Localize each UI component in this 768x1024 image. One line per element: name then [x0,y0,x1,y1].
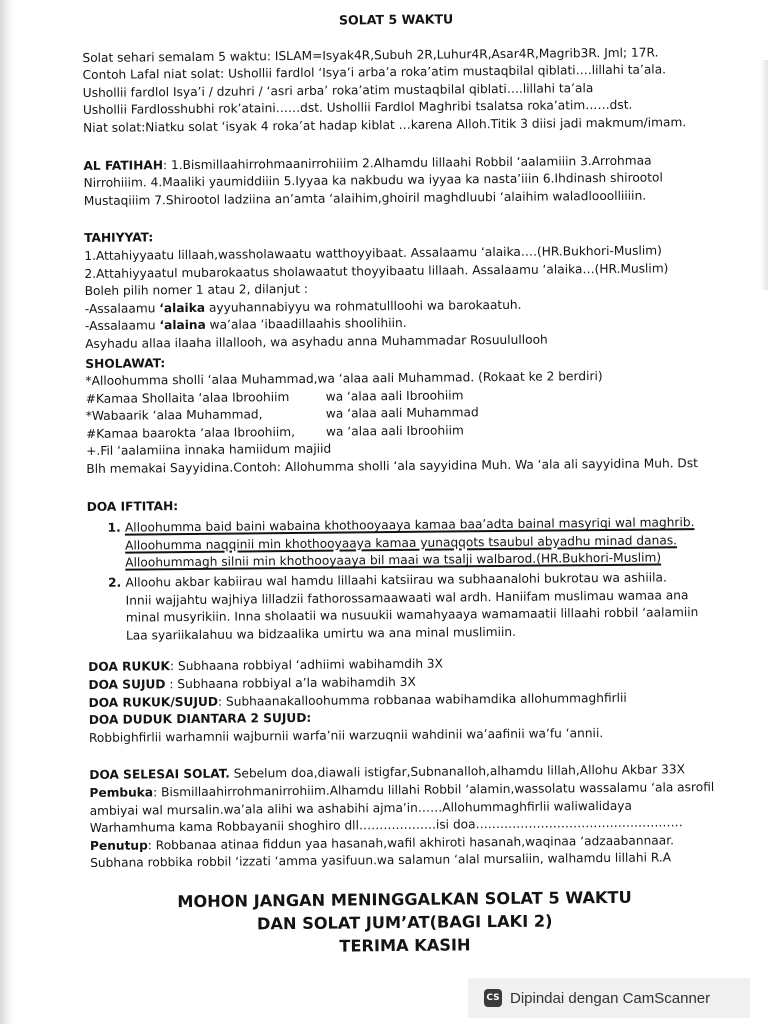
salam-rest: ayyuhannabiyyu wa rohmatullloohi wa barokaatuh. [204,297,522,315]
pembuka-label: Pembuka [89,785,154,800]
salam-bold-word: ‘alaika [159,300,206,315]
intro-line: Solat sehari semalam 5 waktu: ISLAM=Isyak4R,Subuh 2R,Luhur4R,Asar4R,Magrib3R. Jml; 17R. [82,45,659,65]
sholawat-pair-left: #Kamaa Shollaita ‘alaa Ibroohiim [85,389,290,406]
closing-message [90,885,719,960]
iftitah-line: Alloohummagh silnii min khothooyaaya bil maai wa tsalji walbarod.(HR.Bukhori-Muslim) [125,550,662,571]
closing-line: TERIMA KASIH [339,935,471,956]
iftitah-line: Innii wajjahtu wajhiya lilladzii fathorossamaawaati wal ardh. Haniifam muslimau wamaa ana [125,587,689,608]
sholawat-pair-right: wa ‘alaa aali Ibroohiim [325,388,464,404]
doa-selesai-label: DOA SELESAI SOLAT. [89,766,230,783]
doa-label: DOA RUKUK/SUJUD [88,694,219,710]
salam-prefix: -Assalaamu [84,318,160,334]
salam-bold-word: ‘alaina [159,318,206,333]
intro-line: Niat solat:Niatku solat ‘isyak 4 roka’at hadap kiblat …karena Alloh.Titik 3 diisi jadi makmum/imam. [83,115,687,135]
pembuka-paragraph [89,779,717,838]
penutup-label: Penutup [89,838,148,853]
doa-selesai-text: Sebelum doa,diawali istigfar,Subnanalloh,alhamdu lillah,Allohu Akbar 33X [229,762,686,781]
doa-text: : Subhaana robbiyal ‘adhiimi wabihamdih 3X [169,656,444,674]
sholawat-pair-right: wa ‘alaa aali Ibroohiim [325,423,464,439]
doa-duduk-text: Robbighfirlii warhamnii wajburnii warfa’nii warzuqnii wahdinii wa’aafinii wa’fu ‘annii. [88,725,604,745]
doa-gerakan-section [88,653,717,747]
doa-label: DOA SUJUD [88,677,166,692]
doa-text: : Subhaanakalloohumma robbanaa wabihamdika allohummaghfirlii [217,690,627,709]
doa-label: DOA RUKUK [88,659,171,675]
sholawat-pair-left: *Wabaarik ‘alaa Muhammad, [85,407,263,424]
sholawat-pair-right: wa ‘alaa aali Muhammad [325,405,479,421]
iftitah-section [87,493,716,646]
pembuka-text: : Bismillaahirrohmanirrohiim.Alhamdu lillahi Robbil ‘alamin,wassolatu wassalamu ‘ala asrofil ambiyai wal mursalin.wa’ala alihi wa ashabihi ajma’in……Allohummaghfirlii waliwalidaya Warhamhuma kama Robbayanii shoghiro dll……………….isi doa…………………………………………… [89,779,715,836]
iftitah-item [125,514,715,572]
intro-line: Ushollii fardlol Isya’i / dzuhri / ‘asri arba’ roka’atim mustaqbilal qiblati….lillahi ta’ala [82,80,594,100]
camscanner-watermark [468,978,750,1018]
intro-section [82,44,711,138]
document-title: SOLAT 5 WAKTU [338,11,454,28]
fatihah-section [83,152,711,211]
doa-text: : [306,711,312,726]
closing-line: DAN SOLAT JUM’AT(BAGI LAKI 2) [256,911,553,934]
salam-prefix: -Assalaamu [84,300,160,316]
sholawat-line: Blh memakai Sayyidina.Contoh: Allohumma sholli ‘ala sayyidina Muh. Wa ‘ala ali sayyidina Muh. Dst [86,456,698,477]
sholawat-heading: SHOLAWAT: [85,355,166,371]
fatihah-paragraph [83,152,711,211]
camscanner-logo-icon: CS [484,989,502,1007]
document-page [82,8,719,960]
iftitah-heading: DOA IFTITAH: [86,498,179,514]
iftitah-line: Laa syariikalahuu wa bidzaalika umirtu wa ana minal muslimiin. [125,624,517,643]
iftitah-list [87,514,716,645]
sholawat-line: +.Fil ‘aalamiina innaka hamiidum majiid [86,442,332,459]
fatihah-text: : 1.Bismillaahirrohmaanirrohiiim 2.Alhamdu lillaahi Robbil ‘aalamiiin 3.Arrohmaa Nirrohiiim. 4.Maaliki yaumiddiiin 5.Iyyaa ka nakbudu wa iyyaa ka nasta’iiin 6.Ihdinash shirootol Mustaqiiim 7.Shirootol ladziina an’amta ‘alaihim,ghoiril maghdluubi ‘alaihim waladlooolliiiin. [83,153,663,208]
penutup-text: : Robbanaa atinaa fiddun yaa hasanah,wafil akhiroti hasanah,waqinaa ‘adzaabannaar. Subhana robbika robbil ‘izzati ‘amma yasifuun.wa salamun ‘alal mursaliin, walhamdu lillahi R.A [90,833,675,871]
doa-label: DOA DUDUK DIANTARA 2 SUJUD [88,711,307,728]
iftitah-item [125,569,716,645]
iftitah-line: Alloohu akbar kabiirau wal hamdu lillaahi katsiirau wa subhaanalohi bukrotau wa ashiila. [125,570,667,590]
tahiyyat-line: 2.Attahiyyaatul mubarokaatus sholawaatut thoyyibaatu lillaah. Assalaamu ‘alaika…(HR.Muslim) [84,260,669,281]
iftitah-line: minal musyrikiin. Inna sholaatii wa nusuukii wamahyaaya wamamaatii lillaahi robbil ‘aalamiin [125,605,699,625]
fatihah-label: AL FATIHAH [83,157,164,173]
doa-text: : Subhaana robbiyal a’la wabihamdih 3X [165,674,416,692]
sholawat-pair-left: #Kamaa baarokta ‘alaa Ibroohiim, [85,424,296,441]
sholawat-line: *Alloohumma sholli ‘alaa Muhammad,wa ‘alaa aali Muhammad. (Rokaat ke 2 berdiri) [85,369,603,389]
intro-line: Contoh Lafal niat solat: Ushollii fardlol ‘Isya’i arba’a roka’atim mustaqbilal qiblati….lillahi ta’ala. [82,62,667,83]
tahiyyat-heading: TAHIYYAT: [84,230,154,246]
tahiyyat-section [84,224,713,353]
iftitah-line: Alloohumma naqqinii min khothooyaaya kamaa yunaqqots tsaubul abyadhu minad danas. [125,533,678,553]
closing-line: MOHON JANGAN MENINGGALKAN SOLAT 5 WAKTU [177,887,632,912]
penutup-paragraph [90,832,718,873]
scan-shadow-left [0,0,14,1024]
camscanner-text: Dipindai dengan CamScanner [510,989,711,1007]
tahiyyat-line: Boleh pilih nomer 1 atau 2, dilanjut : [84,281,308,299]
scan-shadow-right [760,60,768,290]
salam-rest: wa’alaa ‘ibaadillaahis shoolihiin. [205,316,407,333]
intro-line: Ushollii Fardlosshubhi rok’ataini……dst. Ushollii Fardlol Maghribi tsalatsa roka’atim……dst. [82,98,633,118]
syahadat-line: Asyhadu allaa ilaaha illallooh, wa asyhadu anna Muhammadar Rosuulullooh [85,332,548,351]
doa-selesai-section [89,761,718,873]
sholawat-section [85,349,714,478]
tahiyyat-line: 1.Attahiyyaatu lillaah,wassholawaatu watthoyyibaat. Assalaamu ‘alaika….(HR.Bukhori-Muslim) [84,243,662,263]
iftitah-line: Alloohumma baid baini wabaina khothooyaaya kamaa baa’adta bainal masyriqi wal maghrib. [124,515,695,535]
